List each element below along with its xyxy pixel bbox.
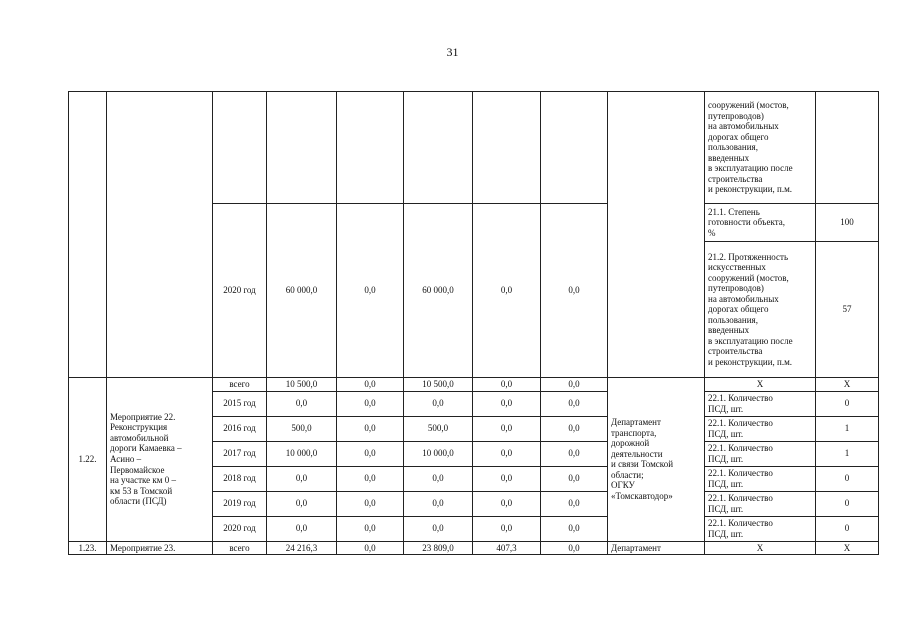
federal-cell: 0,0 (337, 541, 404, 555)
indicator-cell: X (705, 541, 816, 555)
regional-cell: 10 500,0 (404, 378, 473, 392)
regional-cell: 10 000,0 (404, 441, 473, 466)
program-table (68, 91, 879, 555)
local-cell: 0,0 (473, 204, 541, 378)
num-cell (69, 92, 107, 378)
executor-cell: Департамент транспорта, дорожной деятельности и связи Томской области; ОГКУ «Томскавтодор» (608, 378, 705, 542)
federal-cell: 0,0 (337, 416, 404, 441)
value-cell: 0 (816, 391, 879, 416)
local-cell: 0,0 (473, 441, 541, 466)
value-cell: 0 (816, 516, 879, 541)
other-cell: 0,0 (541, 416, 608, 441)
table-row (69, 541, 879, 555)
regional-cell: 60 000,0 (404, 204, 473, 378)
total-cell: 10 000,0 (267, 441, 337, 466)
other-cell: 0,0 (541, 516, 608, 541)
name-cell: Мероприятие 22. Реконструкция автомобильной дороги Камаевка – Асино – Первомайское на участке км 0 – км 53 в Томской области (ПСД) (107, 378, 213, 542)
total-cell: 0,0 (267, 391, 337, 416)
other-cell: 0,0 (541, 391, 608, 416)
local-cell: 0,0 (473, 466, 541, 491)
federal-cell (337, 92, 404, 204)
federal-cell: 0,0 (337, 491, 404, 516)
name-cell (107, 92, 213, 378)
local-cell: 0,0 (473, 378, 541, 392)
federal-cell: 0,0 (337, 391, 404, 416)
year-cell: 2015 год (213, 391, 267, 416)
indicator-cell: 22.1. Количество ПСД, шт. (705, 441, 816, 466)
year-cell: 2020 год (213, 204, 267, 378)
num-cell: 1.23. (69, 541, 107, 555)
year-cell: 2020 год (213, 516, 267, 541)
local-cell: 0,0 (473, 391, 541, 416)
indicator-cell: 21.1. Степень готовности объекта, % (705, 204, 816, 242)
value-cell (816, 92, 879, 204)
local-cell: 0,0 (473, 491, 541, 516)
value-cell: 57 (816, 242, 879, 378)
year-cell (213, 92, 267, 204)
year-cell: всего (213, 541, 267, 555)
indicator-cell: сооружений (мостов, путепроводов) на автомобильных дорогах общего пользования, введенных в эксплуатацию после строительства и реконструкции, п.м. (705, 92, 816, 204)
executor-cell (608, 92, 705, 378)
executor-cell: Департамент (608, 541, 705, 555)
other-cell (541, 92, 608, 204)
regional-cell (404, 92, 473, 204)
name-cell: Мероприятие 23. (107, 541, 213, 555)
regional-cell: 0,0 (404, 391, 473, 416)
indicator-cell: X (705, 378, 816, 392)
table-row (69, 378, 879, 392)
value-cell: 100 (816, 204, 879, 242)
federal-cell: 0,0 (337, 378, 404, 392)
other-cell: 0,0 (541, 491, 608, 516)
value-cell: 1 (816, 441, 879, 466)
other-cell: 0,0 (541, 441, 608, 466)
value-cell: X (816, 541, 879, 555)
other-cell: 0,0 (541, 466, 608, 491)
other-cell: 0,0 (541, 204, 608, 378)
indicator-cell: 22.1. Количество ПСД, шт. (705, 416, 816, 441)
indicator-cell: 22.1. Количество ПСД, шт. (705, 491, 816, 516)
total-cell: 500,0 (267, 416, 337, 441)
regional-cell: 500,0 (404, 416, 473, 441)
num-cell: 1.22. (69, 378, 107, 542)
local-cell: 0,0 (473, 516, 541, 541)
local-cell (473, 92, 541, 204)
page-number: 31 (446, 45, 459, 59)
total-cell: 60 000,0 (267, 204, 337, 378)
value-cell: 1 (816, 416, 879, 441)
year-cell: 2017 год (213, 441, 267, 466)
indicator-cell: 22.1. Количество ПСД, шт. (705, 466, 816, 491)
local-cell: 407,3 (473, 541, 541, 555)
year-cell: всего (213, 378, 267, 392)
total-cell: 10 500,0 (267, 378, 337, 392)
value-cell: 0 (816, 491, 879, 516)
value-cell: 0 (816, 466, 879, 491)
other-cell: 0,0 (541, 541, 608, 555)
other-cell: 0,0 (541, 378, 608, 392)
regional-cell: 0,0 (404, 491, 473, 516)
year-cell: 2019 год (213, 491, 267, 516)
year-cell: 2016 год (213, 416, 267, 441)
total-cell (267, 92, 337, 204)
indicator-cell: 22.1. Количество ПСД, шт. (705, 391, 816, 416)
year-cell: 2018 год (213, 466, 267, 491)
federal-cell: 0,0 (337, 466, 404, 491)
federal-cell: 0,0 (337, 204, 404, 378)
regional-cell: 23 809,0 (404, 541, 473, 555)
federal-cell: 0,0 (337, 516, 404, 541)
total-cell: 0,0 (267, 516, 337, 541)
indicator-cell: 21.2. Протяженность искусственных сооружений (мостов, путепроводов) на автомобильных дорогах общего пользования, введенных в эксплуатацию после строительства и реконструкции, п.м. (705, 242, 816, 378)
total-cell: 0,0 (267, 466, 337, 491)
regional-cell: 0,0 (404, 516, 473, 541)
total-cell: 0,0 (267, 491, 337, 516)
regional-cell: 0,0 (404, 466, 473, 491)
value-cell: X (816, 378, 879, 392)
local-cell: 0,0 (473, 416, 541, 441)
federal-cell: 0,0 (337, 441, 404, 466)
total-cell: 24 216,3 (267, 541, 337, 555)
table-row (69, 92, 879, 204)
indicator-cell: 22.1. Количество ПСД, шт. (705, 516, 816, 541)
